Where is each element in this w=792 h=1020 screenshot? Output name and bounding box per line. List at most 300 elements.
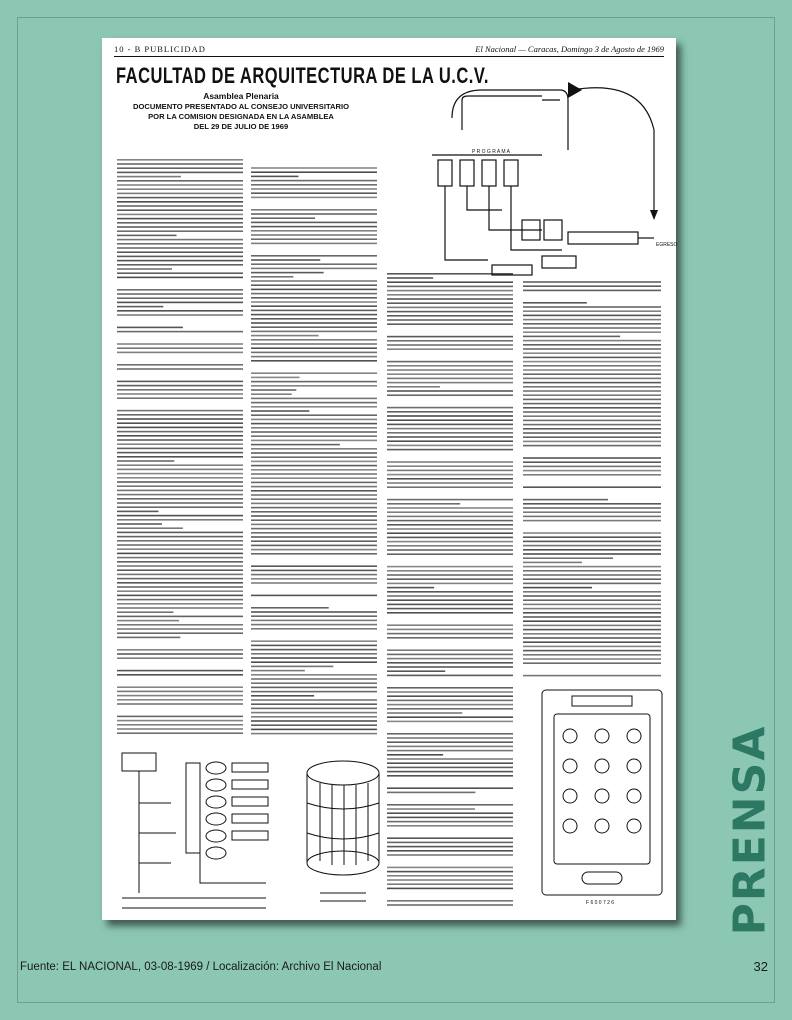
text-line [387, 440, 513, 442]
text-line [387, 307, 513, 309]
text-line [387, 432, 513, 434]
text-line [251, 435, 377, 437]
text-line [117, 703, 243, 705]
text-line [387, 604, 513, 606]
text-line [251, 703, 377, 705]
text-line [251, 259, 320, 261]
text-line [387, 386, 440, 388]
text-line [523, 637, 661, 639]
text-line [117, 519, 243, 521]
text-line [387, 900, 513, 902]
text-line [117, 599, 243, 601]
text-line [523, 411, 661, 413]
text-line [387, 378, 513, 380]
text-line [117, 653, 243, 655]
text-line [117, 603, 243, 605]
text-line [117, 511, 159, 513]
text-line [117, 728, 243, 730]
text-line [251, 469, 377, 471]
text-line [387, 654, 513, 656]
text-line [251, 578, 377, 580]
text-line [251, 515, 377, 517]
text-line [251, 393, 292, 395]
text-line [117, 235, 177, 237]
text-line [251, 699, 377, 701]
text-line [387, 348, 513, 350]
text-line [387, 499, 513, 501]
text-line [251, 670, 305, 672]
text-line [251, 335, 319, 337]
text-line [387, 415, 513, 417]
text-line [117, 527, 183, 529]
text-line [387, 649, 513, 651]
text-line [117, 649, 243, 651]
text-line [387, 737, 513, 739]
text-line [387, 771, 513, 773]
text-line [117, 473, 243, 475]
text-line [251, 695, 314, 697]
text-line [387, 478, 513, 480]
text-line [117, 272, 243, 274]
text-line [523, 378, 661, 380]
text-line [251, 280, 377, 282]
page-number: 32 [753, 959, 768, 974]
text-line [251, 687, 377, 689]
text-line [523, 457, 661, 459]
text-line [387, 545, 513, 547]
text-line [117, 410, 243, 412]
text-line [387, 704, 513, 706]
text-line [387, 520, 513, 522]
text-line [523, 595, 661, 597]
text-line [117, 536, 243, 538]
newspaper-masthead [114, 44, 664, 57]
text-line [523, 340, 661, 342]
text-line [117, 557, 243, 559]
text-line [251, 377, 300, 379]
text-line [117, 498, 243, 500]
text-line [387, 700, 513, 702]
text-line [387, 449, 513, 451]
text-line [117, 364, 243, 366]
text-line [523, 486, 661, 488]
text-line [251, 549, 377, 551]
text-line [117, 180, 243, 182]
text-line [387, 302, 513, 304]
text-line [523, 662, 661, 664]
text-line [117, 172, 243, 174]
text-line [251, 352, 377, 354]
text-line [387, 524, 513, 526]
text-line [117, 222, 243, 224]
text-line [387, 461, 513, 463]
text-line [251, 653, 377, 655]
text-line [251, 678, 377, 680]
text-line [117, 674, 243, 676]
text-line [387, 537, 513, 539]
text-line [523, 432, 661, 434]
text-column-3 [386, 270, 514, 910]
text-line [387, 762, 513, 764]
text-line [387, 750, 513, 752]
text-line [387, 281, 513, 283]
text-line [117, 297, 243, 299]
text-line [387, 875, 513, 877]
text-line [251, 729, 377, 731]
text-line [251, 398, 377, 400]
text-line [523, 633, 661, 635]
text-line [387, 629, 513, 631]
text-line [387, 445, 513, 447]
text-line [117, 460, 174, 462]
text-line [387, 394, 513, 396]
text-line [387, 854, 513, 856]
text-line [117, 532, 243, 534]
text-line [387, 428, 513, 430]
article-header [116, 62, 489, 132]
text-line [251, 607, 329, 609]
text-line [251, 180, 377, 182]
text-line [523, 549, 661, 551]
text-line [251, 473, 377, 475]
text-line [387, 817, 513, 819]
text-line [387, 867, 513, 869]
text-line [251, 297, 377, 299]
text-line [251, 440, 377, 442]
text-line [251, 666, 333, 668]
text-line [387, 633, 513, 635]
text-line [117, 327, 183, 329]
text-line [251, 674, 377, 676]
text-line [117, 590, 243, 592]
text-line [251, 339, 377, 341]
text-line [251, 477, 377, 479]
text-line [387, 595, 513, 597]
text-line [523, 466, 661, 468]
text-line [251, 498, 377, 500]
text-column-1 [116, 156, 244, 736]
text-line [117, 565, 243, 567]
text-line [387, 369, 513, 371]
text-line [523, 415, 661, 417]
text-line [523, 382, 661, 384]
text-line [251, 263, 377, 265]
text-line [523, 361, 661, 363]
text-line [117, 214, 243, 216]
text-line [523, 587, 592, 589]
text-line [251, 213, 377, 215]
text-line [387, 361, 513, 363]
text-line [387, 637, 513, 639]
text-line [117, 264, 243, 266]
text-line [251, 230, 377, 232]
text-line [251, 708, 377, 710]
text-line [117, 439, 243, 441]
text-line [251, 410, 309, 412]
text-line [523, 507, 661, 509]
text-line [117, 732, 243, 734]
text-line [251, 733, 377, 735]
text-line [523, 373, 661, 375]
text-line [251, 226, 377, 228]
text-line [387, 599, 513, 601]
text-line [523, 566, 661, 568]
text-line [117, 443, 243, 445]
text-line [117, 385, 243, 387]
text-line [117, 226, 243, 228]
text-line [251, 197, 377, 199]
text-line [523, 352, 661, 354]
text-line [523, 386, 661, 388]
text-line [523, 348, 661, 350]
text-line [523, 315, 661, 317]
text-line [117, 628, 243, 630]
text-line [251, 528, 377, 530]
text-line [117, 456, 243, 458]
text-line [117, 720, 243, 722]
text-line [251, 519, 377, 521]
text-line [117, 427, 243, 429]
text-line [523, 470, 661, 472]
text-line [251, 217, 315, 219]
text-line [387, 424, 513, 426]
text-line [523, 520, 661, 522]
text-line [117, 569, 243, 571]
text-line [251, 615, 377, 617]
section-label [720, 724, 780, 936]
text-line [117, 159, 243, 161]
text-line [523, 532, 661, 534]
text-line [251, 565, 377, 567]
text-line [251, 289, 377, 291]
text-line [387, 541, 513, 543]
text-line [387, 662, 513, 664]
text-line [117, 201, 243, 203]
text-line [251, 305, 377, 307]
text-line [117, 293, 243, 295]
text-line [117, 502, 243, 504]
text-line [251, 620, 377, 622]
text-line [117, 167, 243, 169]
text-line [251, 624, 377, 626]
text-line [523, 620, 661, 622]
text-line [523, 608, 661, 610]
text-line [387, 871, 513, 873]
text-line [387, 319, 513, 321]
masthead-section: 10 - B PUBLICIDAD [114, 44, 206, 54]
text-line [117, 637, 180, 639]
text-line [117, 548, 243, 550]
text-line [387, 758, 513, 760]
text-line [387, 511, 513, 513]
text-line [251, 209, 377, 211]
text-line [251, 372, 377, 374]
text-line [523, 399, 661, 401]
text-line [387, 842, 513, 844]
text-line [523, 650, 661, 652]
text-line [251, 171, 377, 173]
text-line [523, 675, 661, 677]
text-line [387, 516, 513, 518]
text-line [387, 821, 513, 823]
text-line [387, 608, 513, 610]
text-line [387, 503, 460, 505]
text-line [387, 273, 513, 275]
text-line [387, 574, 513, 576]
text-line [387, 482, 513, 484]
text-line [251, 482, 377, 484]
text-line [117, 523, 162, 525]
text-line [117, 611, 173, 613]
masthead-date: El Nacional — Caracas, Domingo 3 de Agosto de 1969 [475, 44, 664, 54]
text-line [117, 176, 181, 178]
text-line [523, 570, 661, 572]
text-line [251, 343, 377, 345]
text-line [387, 286, 513, 288]
text-line [251, 720, 377, 722]
text-line [117, 616, 243, 618]
text-line [251, 595, 377, 597]
text-line [117, 431, 243, 433]
text-line [251, 427, 377, 429]
text-line [251, 661, 377, 663]
text-line [523, 583, 661, 585]
text-line [387, 837, 513, 839]
text-line [387, 591, 513, 593]
text-line [251, 318, 377, 320]
text-line [523, 562, 582, 564]
text-column-4 [522, 270, 662, 680]
text-line [387, 340, 513, 342]
text-line [117, 422, 243, 424]
text-line [117, 393, 243, 395]
text-line [251, 545, 377, 547]
text-line [387, 721, 513, 723]
text-line [117, 381, 243, 383]
text-line [251, 402, 377, 404]
text-line [251, 649, 377, 651]
text-line [523, 646, 661, 648]
text-line [523, 654, 661, 656]
text-line [251, 234, 377, 236]
text-line [387, 365, 513, 367]
text-line [251, 448, 377, 450]
text-line [251, 314, 377, 316]
text-line [117, 188, 243, 190]
text-line [117, 657, 243, 659]
text-line [251, 574, 377, 576]
text-line [387, 754, 443, 756]
text-line [251, 486, 377, 488]
text-line [251, 331, 377, 333]
text-line [117, 163, 243, 165]
text-line [251, 456, 377, 458]
text-line [251, 507, 377, 509]
svg-text:F 6 0 0 7 2 6: F 6 0 0 7 2 6 [586, 900, 615, 906]
text-line [251, 414, 377, 416]
text-line [251, 192, 377, 194]
text-line [387, 465, 513, 467]
text-line [523, 474, 661, 476]
article-headline: FACULTAD DE ARQUITECTURA DE LA U.C.V. [116, 64, 489, 89]
text-line [251, 628, 377, 630]
text-line [117, 540, 243, 542]
text-line [251, 176, 298, 178]
text-line [387, 879, 513, 881]
text-line [387, 553, 513, 555]
text-line [387, 436, 513, 438]
text-line [387, 419, 513, 421]
text-line [251, 452, 377, 454]
text-line [251, 284, 377, 286]
text-line [251, 381, 377, 383]
text-line [117, 184, 243, 186]
text-line [523, 424, 661, 426]
text-line [251, 301, 377, 303]
text-line [387, 290, 513, 292]
text-line [117, 670, 243, 672]
text-line [117, 435, 243, 437]
text-line [387, 850, 513, 852]
text-line [117, 724, 243, 726]
text-line [117, 607, 243, 609]
text-line [251, 682, 377, 684]
text-line [117, 586, 243, 588]
text-line [523, 285, 661, 287]
text-line [523, 604, 661, 606]
text-line [251, 389, 296, 391]
article-subhead: Asamblea Plenaria [203, 91, 279, 101]
text-line [387, 315, 513, 317]
text-line [387, 804, 513, 806]
text-line [387, 311, 513, 313]
text-line [387, 507, 513, 509]
flow-diagram [392, 60, 678, 270]
source-credit: Fuente: EL NACIONAL, 03-08-1969 / Localización: Archivo El Nacional [20, 961, 382, 973]
svg-text:EGRESO: EGRESO [656, 242, 678, 248]
text-line [523, 428, 661, 430]
text-line [117, 632, 243, 634]
text-line [523, 557, 613, 559]
text-line [387, 298, 513, 300]
text-line [251, 419, 377, 421]
text-line [251, 222, 377, 224]
text-line [117, 553, 243, 555]
text-line [251, 385, 377, 387]
schema-diagram-left [116, 743, 296, 913]
text-line [523, 499, 608, 501]
text-line [523, 658, 661, 660]
text-line [117, 544, 243, 546]
text-line [387, 670, 445, 672]
text-line [523, 641, 661, 643]
text-line [251, 243, 377, 245]
text-line [117, 331, 243, 333]
text-line [251, 524, 377, 526]
text-line [387, 382, 513, 384]
text-line [251, 657, 377, 659]
text-line [523, 365, 661, 367]
text-line [251, 582, 377, 584]
text-line [251, 255, 377, 257]
text-line [523, 369, 661, 371]
text-line [387, 767, 513, 769]
text-line [523, 394, 661, 396]
text-line [117, 477, 243, 479]
text-line [117, 230, 243, 232]
text-line [117, 347, 243, 349]
text-line [251, 272, 324, 274]
